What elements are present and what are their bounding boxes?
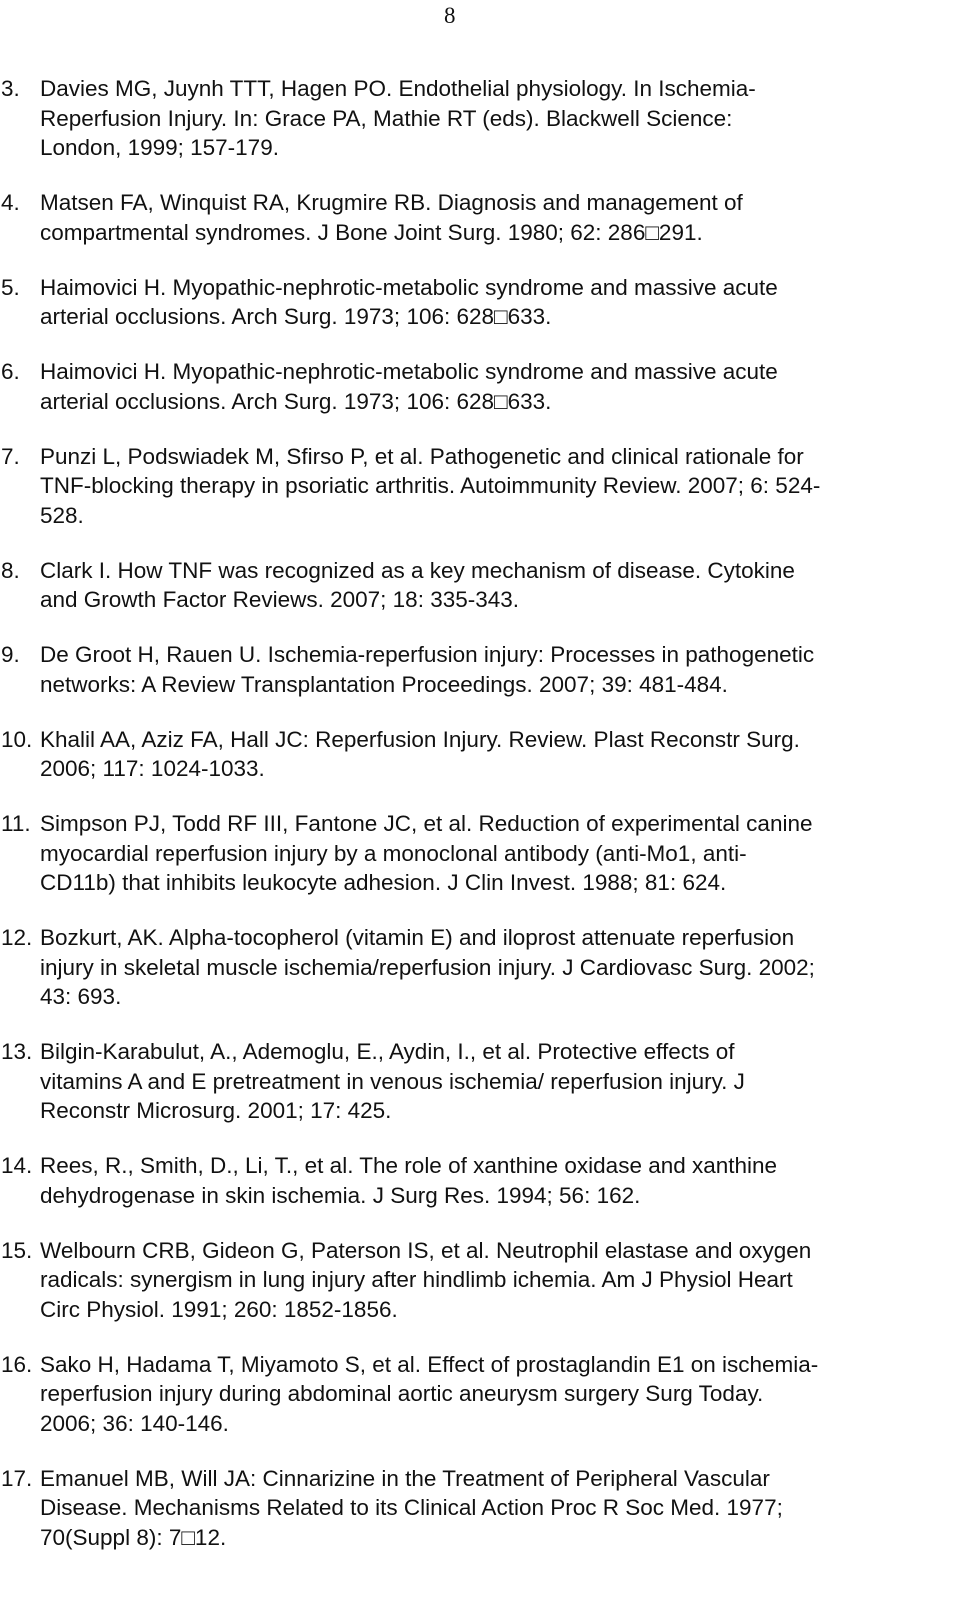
reference-text [40, 74, 940, 163]
reference-item [0, 273, 960, 332]
reference-line: Matsen FA, Winquist RA, Krugmire RB. Diagnosis and management of [40, 190, 743, 215]
reference-line: Clark I. How TNF was recognized as a key mechanism of disease. Cytokine [40, 557, 795, 583]
reference-line: myocardial reperfusion injury by a monoclonal antibody (anti-Mo1, anti- [40, 840, 747, 866]
reference-line: and Growth Factor Reviews. 2007; 18: 335-343. [40, 587, 520, 612]
reference-text [40, 923, 940, 1012]
reference-text [40, 725, 940, 784]
reference-number: 8. [1, 557, 20, 583]
reference-line: Emanuel MB, Will JA: Cinnarizine in the Treatment of Peripheral Vascular [40, 1465, 770, 1491]
reference-item [0, 1037, 960, 1126]
reference-item [0, 74, 960, 163]
reference-item [0, 357, 960, 416]
reference-number: 5. [1, 274, 20, 300]
reference-line: networks: A Review Transplantation Proceedings. 2007; 39: 481-484. [40, 671, 728, 697]
reference-text [40, 357, 940, 416]
reference-text [40, 188, 940, 247]
reference-number: 12. [1, 925, 33, 950]
reference-number: 13. [1, 1039, 33, 1064]
reference-number: 11. [1, 811, 31, 836]
reference-number: 10. [1, 726, 33, 752]
reference-line: Bozkurt, AK. Alpha-tocopherol (vitamin E) and iloprost attenuate reperfusion [40, 925, 795, 950]
reference-line: injury in skeletal muscle ischemia/reperfusion injury. J Cardiovasc Surg. 2002; [40, 954, 815, 980]
reference-line: Reperfusion Injury. In: Grace PA, Mathie RT (eds). Blackwell Science: [40, 105, 733, 131]
reference-text [40, 1464, 940, 1553]
reference-line: compartmental syndromes. J Bone Joint Surg. 1980; 62: 286□291. [40, 219, 703, 245]
reference-text [40, 1151, 940, 1210]
reference-number: 3. [1, 76, 20, 101]
reference-line: 70(Suppl 8): 7□12. [40, 1524, 227, 1550]
reference-line: Haimovici H. Myopathic-nephrotic-metabolic syndrome and massive acute [40, 274, 778, 300]
reference-line: CD11b) that inhibits leukocyte adhesion. J Clin Invest. 1988; 81: 624. [40, 870, 727, 895]
reference-line: arterial occlusions. Arch Surg. 1973; 106: 628□633. [40, 304, 552, 329]
reference-line: dehydrogenase in skin ischemia. J Surg Res. 1994; 56: 162. [40, 1182, 641, 1208]
reference-text [40, 809, 940, 898]
reference-item [0, 923, 960, 1012]
reference-line: 2006; 36: 140-146. [40, 1410, 229, 1436]
reference-item [0, 556, 960, 615]
reference-line: London, 1999; 157-179. [40, 135, 279, 160]
reference-text [40, 1037, 940, 1126]
reference-text [40, 273, 940, 332]
reference-line: 43: 693. [40, 984, 122, 1009]
reference-number: 7. [1, 443, 20, 469]
reference-item [0, 442, 960, 531]
reference-text [40, 442, 940, 531]
reference-item [0, 1464, 960, 1553]
reference-line: Bilgin-Karabulut, A., Ademoglu, E., Aydin, I., et al. Protective effects of [40, 1039, 735, 1064]
reference-line: TNF-blocking therapy in psoriatic arthritis. Autoimmunity Review. 2007; 6: 524- [40, 473, 821, 498]
reference-number: 17. [1, 1465, 33, 1491]
reference-number: 9. [1, 642, 20, 667]
reference-number: 4. [1, 190, 20, 215]
reference-line: Reconstr Microsurg. 2001; 17: 425. [40, 1098, 392, 1123]
reference-line: 2006; 117: 1024-1033. [40, 756, 265, 781]
reference-line: De Groot H, Rauen U. Ischemia-reperfusion injury: Processes in pathogenetic [40, 642, 815, 667]
reference-number: 15. [1, 1237, 33, 1263]
reference-line: radicals: synergism in lung injury after hindlimb ichemia. Am J Physiol Heart [40, 1267, 793, 1292]
reference-item [0, 188, 960, 247]
reference-number: 14. [1, 1153, 33, 1178]
reference-line: Simpson PJ, Todd RF III, Fantone JC, et al. Reduction of experimental canine [40, 811, 813, 836]
page-number: 8 [444, 3, 456, 28]
reference-line: arterial occlusions. Arch Surg. 1973; 106: 628□633. [40, 388, 552, 414]
reference-line: Rees, R., Smith, D., Li, T., et al. The role of xanthine oxidase and xanthine [40, 1153, 778, 1178]
reference-list [0, 74, 960, 1578]
reference-text [40, 1236, 940, 1325]
reference-line: Khalil AA, Aziz FA, Hall JC: Reperfusion Injury. Review. Plast Reconstr Surg. [40, 726, 800, 752]
reference-line: vitamins A and E pretreatment in venous ischemia/ reperfusion injury. J [40, 1068, 745, 1094]
reference-number: 6. [1, 359, 20, 384]
reference-line: reperfusion injury during abdominal aortic aneurysm surgery Surg Today. [40, 1381, 764, 1406]
reference-line: Haimovici H. Myopathic-nephrotic-metabolic syndrome and massive acute [40, 359, 778, 384]
reference-item [0, 640, 960, 699]
reference-line: 528. [40, 502, 84, 528]
reference-line: Disease. Mechanisms Related to its Clinical Action Proc R Soc Med. 1977; [40, 1495, 783, 1520]
reference-line: Punzi L, Podswiadek M, Sfirso P, et al. Pathogenetic and clinical rationale for [40, 443, 804, 469]
reference-line: Welbourn CRB, Gideon G, Paterson IS, et al. Neutrophil elastase and oxygen [40, 1237, 812, 1263]
reference-line: Sako H, Hadama T, Miyamoto S, et al. Effect of prostaglandin E1 on ischemia- [40, 1351, 819, 1377]
reference-line: Davies MG, Juynh TTT, Hagen PO. Endothelial physiology. In Ischemia- [40, 76, 756, 101]
reference-item [0, 1350, 960, 1439]
reference-line: Circ Physiol. 1991; 260: 1852-1856. [40, 1296, 398, 1322]
reference-text [40, 556, 940, 615]
reference-text [40, 1350, 940, 1439]
reference-text [40, 640, 940, 699]
reference-item [0, 809, 960, 898]
reference-item [0, 725, 960, 784]
reference-item [0, 1151, 960, 1210]
reference-item [0, 1236, 960, 1325]
reference-number: 16. [1, 1351, 33, 1377]
